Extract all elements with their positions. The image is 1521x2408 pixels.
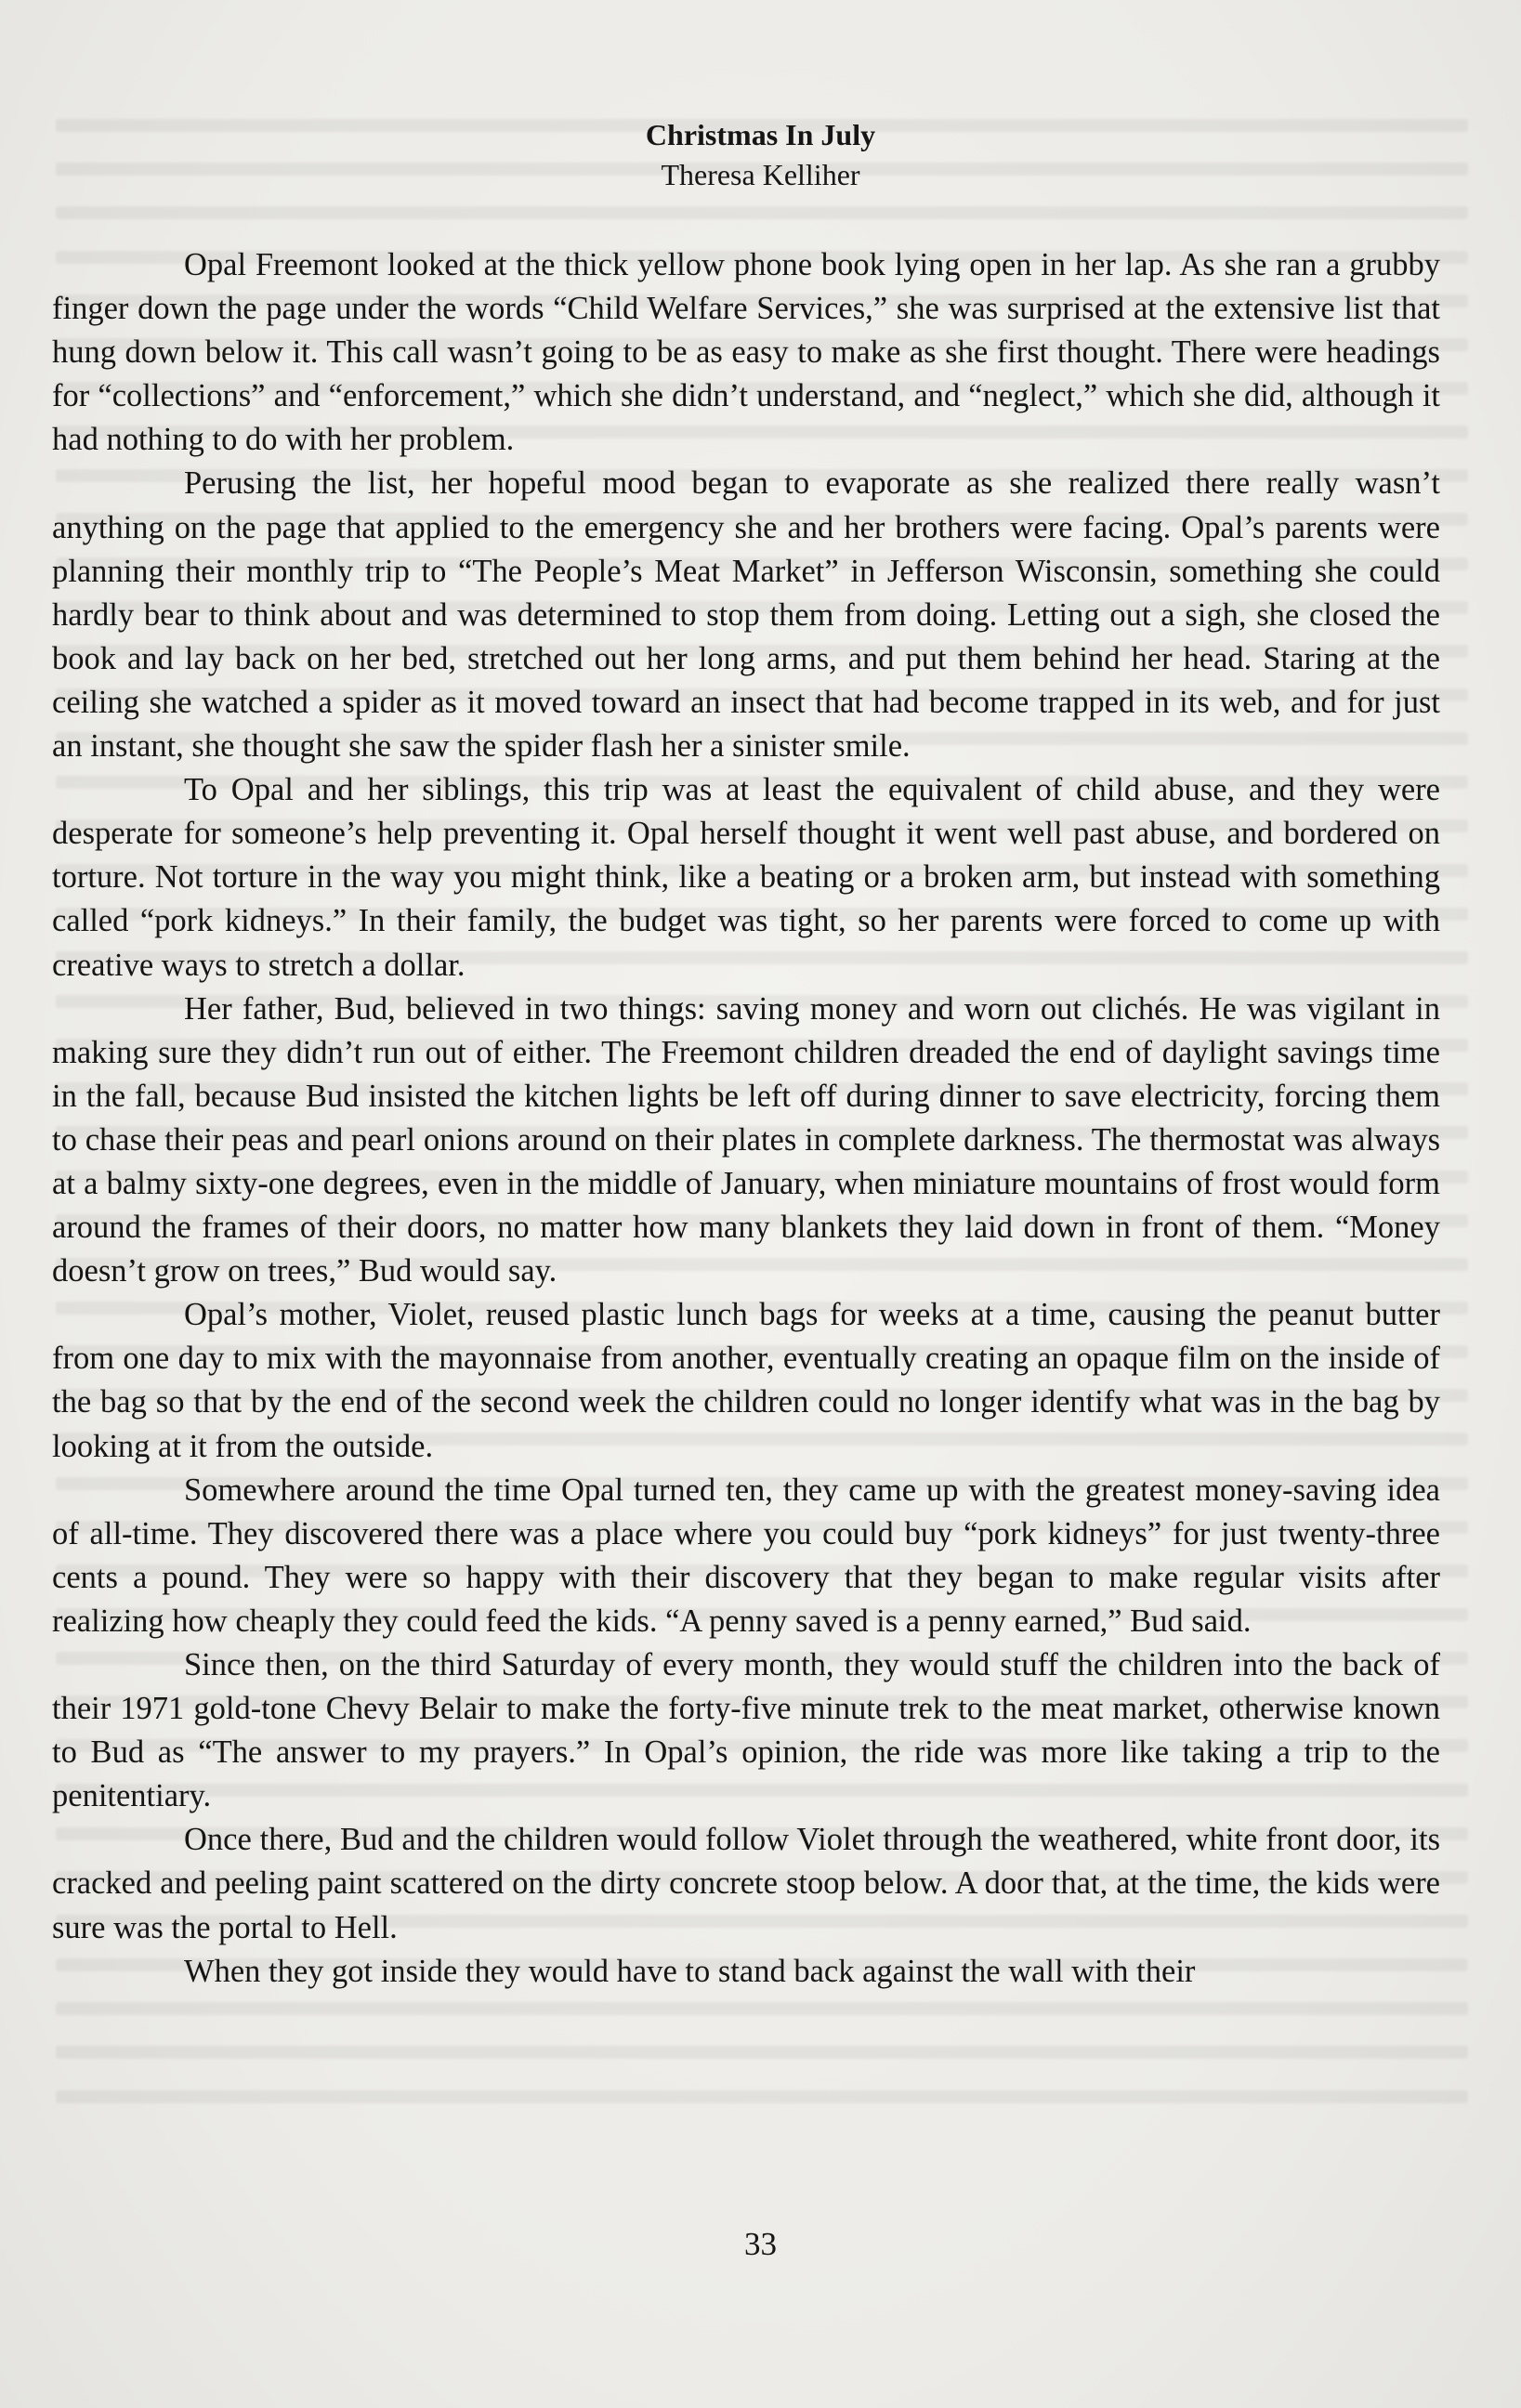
paragraph: When they got inside they would have to stand back against the wall with their xyxy=(184,1953,1196,1989)
paragraph: To Opal and her siblings, this trip was at least the equivalent of child abuse, and they were desperate for someone’s help preventing it. Opal herself thought it went well past abuse, and bordered on torture. Not torture in the way you might think, like a beating or a broken arm, but instead with something called “pork kidneys.” In their family, the budget was tight, so her parents were forced to come up with creative ways to stretch a dollar. xyxy=(52,772,1440,983)
page-number: 33 xyxy=(744,2226,777,2262)
paragraph: Perusing the list, her hopeful mood began to evaporate as she realized there really wasn’t anything on the page that applied to the emergency she and her brothers were facing. Opal’s parents were planning their monthly trip to “The People’s Meat Market” in Jefferson Wisconsin, something she could hardly bear to think about and was determined to stop them from doing. Letting out a sigh, she closed the book and lay back on her bed, stretched out her long arms, and put them behind her head. Staring at the ceiling she watched a spider as it moved toward an insect that had become trapped in its web, and for just an instant, she thought she saw the spider flash her a sinister smile. xyxy=(52,465,1440,765)
paragraph: Somewhere around the time Opal turned ten, they came up with the greatest money-saving idea of all-time. They discovered there was a place where you could buy “pork kidneys” for just twenty-three cents a pound. They were so happy with their discovery that they began to make regular visits after realizing how cheaply they could feed the kids. “A penny saved is a penny earned,” Bud said. xyxy=(52,1472,1440,1639)
paragraph: Opal Freemont looked at the thick yellow phone book lying open in her lap. As she ran a grubby finger down the page under the words “Child Welfare Services,” she was surprised at the extensive list that hung down below it. This call wasn’t going to be as easy to make as she first thought. There were headings for “collections” and “enforcement,” which she didn’t understand, and “neglect,” which she did, although it had nothing to do with her problem. xyxy=(52,247,1440,458)
story-author: Theresa Kelliher xyxy=(661,158,860,191)
paragraph: Opal’s mother, Violet, reused plastic lunch bags for weeks at a time, causing the peanut butter from one day to mix with the mayonnaise from another, eventually creating an opaque film on the inside of the bag so that by the end of the second week the children could no longer identify what was in the bag by looking at it from the outside. xyxy=(52,1297,1440,1464)
paragraph: Once there, Bud and the children would follow Violet through the weathered, white front door, its cracked and peeling paint scattered on the dirty concrete stoop below. A door that, at the time, the kids were sure was the portal to Hell. xyxy=(52,1822,1440,1945)
story-body xyxy=(52,243,1440,1994)
paragraph: Her father, Bud, believed in two things: saving money and worn out clichés. He was vigilant in making sure they didn’t run out of either. The Freemont children dreaded the end of daylight savings time in the fall, because Bud insisted the kitchen lights be left off during dinner to save electricity, forcing them to chase their peas and pearl onions around on their plates in complete darkness. The thermostat was always at a balmy sixty-one degrees, even in the middle of January, when miniature mountains of frost would form around the frames of their doors, no matter how many blankets they laid down in front of them. “Money doesn’t grow on trees,” Bud would say. xyxy=(52,990,1440,1289)
paragraph: Since then, on the third Saturday of every month, they would stuff the children into the back of their 1971 gold-tone Chevy Belair to make the forty-five minute trek to the meat market, otherwise known to Bud as “The answer to my prayers.” In Opal’s opinion, the ride was more like taking a trip to the penitentiary. xyxy=(52,1647,1440,1814)
story-title: Christmas In July xyxy=(645,118,876,151)
